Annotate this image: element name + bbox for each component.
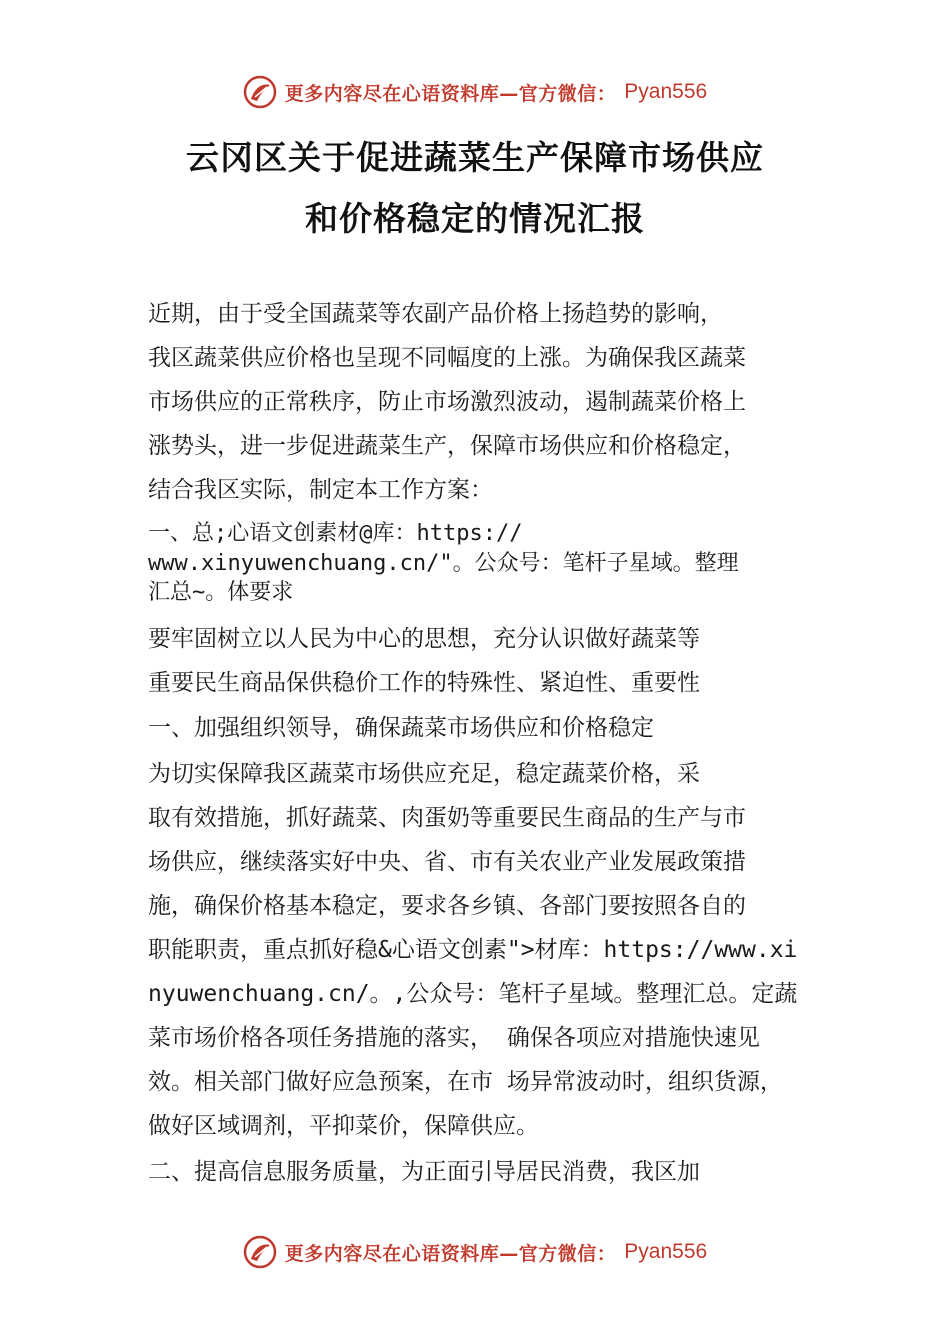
body-line: 为切实保障我区蔬菜市场供应充足，稳定蔬菜价格，采 [148,761,700,787]
body-line: 职能职责，重点抓好稳&心语文创素">材库：https://www.xi [148,937,798,963]
watermark-banner-bottom [0,1232,950,1272]
body-line: nyuwenchuang.cn/。,公众号：笔杆子星域。整理汇总。定蔬 [148,981,798,1007]
body-line: 二、提高信息服务质量，为正面引导居民消费，我区加 [148,1159,700,1185]
watermark-banner-top [0,72,950,112]
body-line: 施，确保价格基本稳定，要求各乡镇、各部门要按照各自的 [148,893,746,919]
body-line: 菜市场价格各项任务措施的落实， 确保各项应对措施快速见 [148,1025,760,1051]
body-line: 涨势头，进一步促进蔬菜生产，保障市场供应和价格稳定， [148,433,746,459]
body-line: 市场供应的正常秩序，防止市场激烈波动，遏制蔬菜价格上 [148,389,746,415]
body-line: 场供应，继续落实好中央、省、市有关农业产业发展政策措 [148,849,746,875]
document-title-line-2: 和价格稳定的情况汇报 [305,199,645,238]
body-line: 结合我区实际，制定本工作方案： [148,477,493,503]
body-line: 取有效措施，抓好蔬菜、肉蛋奶等重要民生商品的生产与市 [148,805,746,831]
body-line: www.xinyuwenchuang.cn/"。公众号：笔杆子星域。整理 [148,551,739,576]
body-line: 一、总;心语文创素材@库：https:// [148,521,523,546]
body-line: 做好区域调剂，平抑菜价，保障供应。 [148,1113,539,1139]
body-line: 效。相关部门做好应急预案，在市 场异常波动时，组织货源， [148,1069,783,1095]
body-line: 汇总~。体要求 [148,580,294,605]
document-title-line-1: 云冈区关于促进蔬菜生产保障市场供应 [186,138,764,177]
brand-logo-icon [243,1235,277,1269]
body-line: 重要民生商品保供稳价工作的特殊性、紧迫性、重要性 [148,670,700,696]
body-line: 近期，由于受全国蔬菜等农副产品价格上扬趋势的影响， [148,301,723,327]
watermark-text: 更多内容尽在心语资料库—官方微信： [284,82,617,105]
body-line: 要牢固树立以人民为中心的思想，充分认识做好蔬菜等 [148,626,700,652]
watermark-wechat-id: Pyan556 [624,80,708,103]
body-line: 我区蔬菜供应价格也呈现不同幅度的上涨。为确保我区蔬菜 [148,345,746,371]
watermark-text: 更多内容尽在心语资料库—官方微信： [284,1242,617,1265]
body-line: 一、加强组织领导，确保蔬菜市场供应和价格稳定 [148,715,654,741]
watermark-wechat-id: Pyan556 [624,1240,708,1263]
brand-logo-icon [243,75,277,109]
